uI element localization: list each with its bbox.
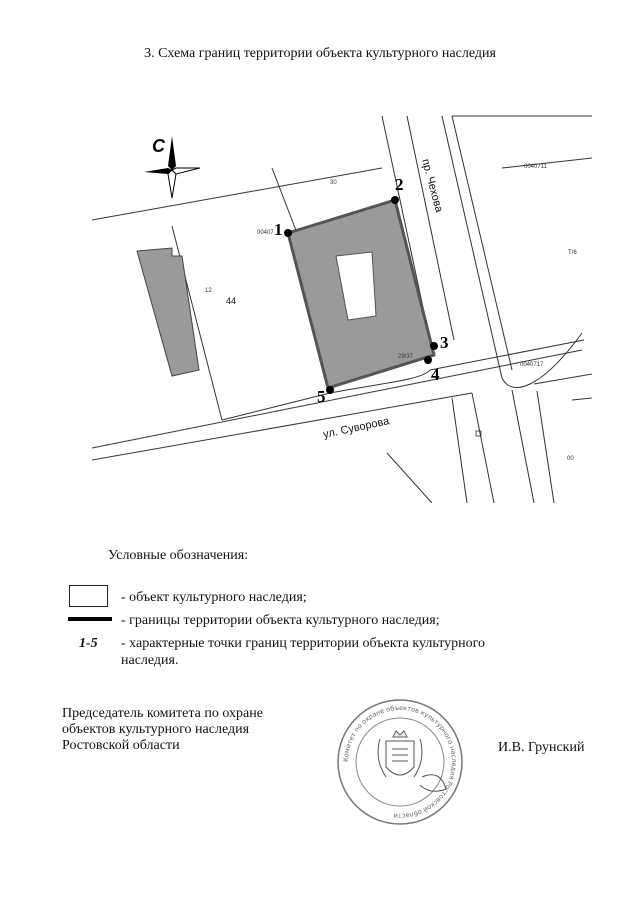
cadastral-label: 00 (567, 456, 574, 462)
point-label-3: 3 (440, 333, 449, 352)
suvorova-south-line (92, 393, 472, 460)
parcel-line-se2 (572, 398, 592, 400)
stamp-text (342, 704, 458, 820)
chekhova-east-line (452, 116, 512, 370)
legend-symbol-boundary (68, 617, 112, 621)
stamp-outer-ring (338, 700, 462, 824)
compass-arrow-west (144, 168, 172, 174)
cross-street-east (512, 390, 534, 503)
point-marker-5 (326, 386, 334, 394)
compass-rose (144, 136, 200, 198)
cross-street-west (472, 393, 494, 503)
cadastral-label: 29/37 (398, 354, 414, 360)
compass-arrow-east (172, 168, 200, 174)
compass-letter: С (152, 136, 165, 156)
signer-position-line: Ростовской области (62, 738, 180, 753)
signature-block (62, 706, 263, 754)
signer-name: И.В. Грунский (498, 740, 585, 755)
supporters (378, 739, 422, 777)
neighbouring-building (137, 248, 199, 376)
cadastral-label: 00407 (257, 230, 274, 236)
stamp-text-path: Комитет по охране объектов культурного наследия Ростовской области (341, 703, 459, 821)
building-number: 44 (226, 296, 237, 306)
point-marker-4 (424, 356, 432, 364)
legend-symbol-points: 1-5 (79, 636, 98, 651)
point-marker-2 (391, 196, 399, 204)
legend-title: Условные обозначения: (108, 548, 249, 563)
point-label-5: 5 (317, 387, 326, 406)
cross-street-east2 (537, 391, 554, 503)
legend-symbol-heritage-object (69, 585, 108, 607)
legend-text-heritage-object: - объект культурного наследия; (121, 590, 307, 605)
cadastral-label: 0040717 (520, 362, 544, 368)
point-marker-1 (284, 229, 292, 237)
point-label-1: 1 (274, 220, 283, 239)
point-label-2: 2 (395, 175, 404, 194)
parcel-line-south (387, 453, 432, 503)
legend-text-boundary: - границы территории объекта культурного наследия; (121, 613, 440, 628)
signer-position-line: объектов культурного наследия (62, 722, 250, 737)
chekhova-east-edge (442, 116, 502, 378)
compass-arrow-south (168, 170, 176, 198)
compass-arrow-north (168, 136, 176, 170)
cadastral-label: 30 (330, 180, 337, 186)
boundary-map (92, 108, 592, 503)
legend-text-points: - характерные точки границ территории объекта культурного наследия. (121, 636, 486, 668)
handwritten-signature-mark (420, 775, 446, 792)
point-marker-3 (430, 342, 438, 350)
street-label-suvorova: ул. Суворова (322, 415, 391, 441)
cadastral-label: 12 (205, 288, 212, 294)
shield-stripes (392, 749, 408, 761)
cadastral-label: 0040711 (524, 164, 547, 170)
street-label-chekhova: пр. Чехова (419, 157, 445, 214)
point-label-4: 4 (431, 365, 440, 384)
shield-shape (386, 741, 414, 775)
corner-curve-east (502, 333, 582, 388)
stamp-inner-ring (356, 718, 444, 806)
official-stamp (330, 697, 470, 827)
signer-position-line: Председатель комитета по охране (62, 706, 263, 721)
crown-shape (393, 731, 407, 737)
page-title: 3. Схема границ территории объекта культурного наследия (144, 46, 496, 61)
coat-of-arms (378, 731, 422, 777)
parcel-line-south2 (452, 398, 467, 503)
cadastral-label: T/6 (568, 250, 577, 256)
parcel-line-north (92, 168, 382, 220)
parcel-line-east (502, 158, 592, 168)
